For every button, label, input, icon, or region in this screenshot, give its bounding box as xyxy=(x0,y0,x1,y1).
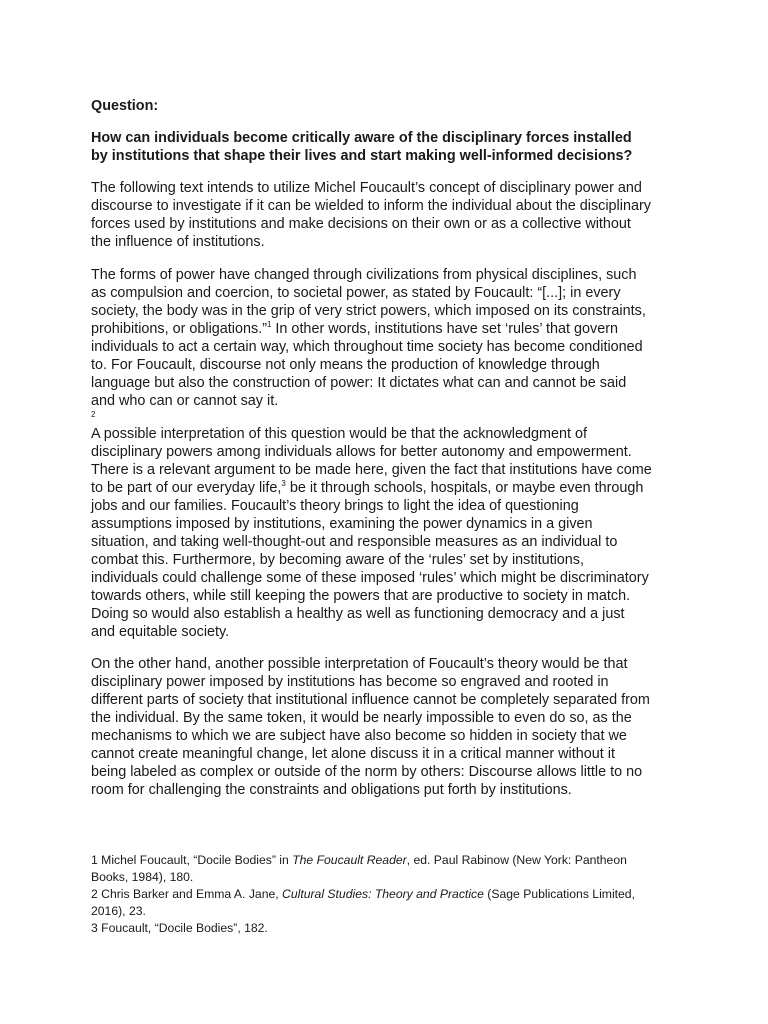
paragraph-forms-of-power xyxy=(91,266,691,428)
footnote-line xyxy=(91,852,691,869)
paragraph-line: and equitable society. xyxy=(91,624,230,640)
paragraph-line: to. For Foucault, discourse not only means the production of knowledge through xyxy=(91,357,600,373)
footnote-text: (Sage Publications Limited, xyxy=(483,887,635,901)
paragraph-line: A possible interpretation of this question would be that the acknowledgment of xyxy=(91,426,587,442)
paragraph-line: as compulsion and coercion, to societal power, as stated by Foucault: “[...]; in every xyxy=(91,285,621,301)
paragraph-line: society, the body was in the grip of very strict powers, which imposed on its constraints, xyxy=(91,303,646,319)
footnote-line: Books, 1984), 180. xyxy=(91,870,194,884)
paragraph-line: the influence of institutions. xyxy=(91,234,265,250)
paragraph-line: different parts of society that institutional influence cannot be completely separated from xyxy=(91,692,650,708)
footnote-1 xyxy=(91,852,691,886)
question-text xyxy=(91,129,691,165)
footnote-text: 2 Chris Barker and Emma A. Jane, xyxy=(91,887,283,901)
paragraph-fragment: to be part of our everyday life, xyxy=(91,480,282,496)
paragraph-line: The forms of power have changed through civilizations from physical disciplines, such xyxy=(91,267,637,283)
paragraph-line: individuals to act a certain way, which throughout time society has become conditioned xyxy=(91,339,643,355)
paragraph-line xyxy=(91,320,691,338)
footnote-text: 1 Michel Foucault, “Docile Bodies” in xyxy=(91,853,293,867)
footnote-title: The Foucault Reader xyxy=(292,853,407,867)
footnote-2 xyxy=(91,886,691,920)
footnote-text: , ed. Paul Rabinow (New York: Pantheon xyxy=(406,853,627,867)
paragraph-fragment: be it through schools, hospitals, or maybe even through xyxy=(285,480,644,496)
paragraph-line: situation, and taking well-thought-out and responsible measures as an individual to xyxy=(91,534,618,550)
paragraph-line: the individual. By the same token, it would be nearly impossible to even do so, as the xyxy=(91,710,632,726)
paragraph-line xyxy=(91,479,691,497)
question-line: How can individuals become critically aware of the disciplinary forces installed xyxy=(91,130,632,146)
paragraph-line: forces used by institutions and make decisions on their own or as a collective without xyxy=(91,216,631,232)
paragraph-interpretation-two xyxy=(91,655,691,799)
paragraph-line: and who can or cannot say it. xyxy=(91,393,279,409)
paragraph-line: disciplinary power imposed by institutions has become so engraved and rooted in xyxy=(91,674,609,690)
footnote-ref: 1 xyxy=(266,320,272,330)
paragraph-line: jobs and our families. Foucault’s theory brings to light the idea of questioning xyxy=(91,498,579,514)
question-heading: Question: xyxy=(91,98,159,114)
paragraph-line: individuals could challenge some of these imposed ‘rules’ which might be discriminatory xyxy=(91,570,649,586)
paragraph-line: The following text intends to utilize Michel Foucault’s concept of disciplinary power and xyxy=(91,180,642,196)
paragraph-line: Doing so would also establish a healthy as well as functioning democracy and a just xyxy=(91,606,625,622)
footnotes xyxy=(91,852,691,937)
paragraph-line: mechanisms to which we are subject have also become so hidden in society that we xyxy=(91,728,627,744)
paragraph-line: combat this. Furthermore, by becoming aware of the ‘rules’ set by institutions, xyxy=(91,552,584,568)
paragraph-line: On the other hand, another possible interpretation of Foucault’s theory would be that xyxy=(91,656,628,672)
paragraph-line: There is a relevant argument to be made here, given the fact that institutions have come xyxy=(91,462,652,478)
footnote-line: 3 Foucault, “Docile Bodies”, 182. xyxy=(91,921,268,935)
footnote-ref: 2 xyxy=(91,410,96,420)
paragraph-line: room for challenging the constraints and obligations put forth by institutions. xyxy=(91,782,572,798)
question-line: by institutions that shape their lives and start making well-informed decisions? xyxy=(91,148,633,164)
paragraph-line: assumptions imposed by institutions, examining the power dynamics in a given xyxy=(91,516,593,532)
footnote-3 xyxy=(91,920,691,937)
paragraph-line: being labeled as complex or outside of the norm by others: Discourse allows little to no xyxy=(91,764,643,780)
footnote-line xyxy=(91,886,691,903)
paragraph-line: language but also the construction of power: It dictates what can and cannot be said xyxy=(91,375,627,391)
footnote-ref: 3 xyxy=(281,479,286,489)
paragraph-interpretation-one xyxy=(91,425,691,641)
footnote-line: 2016), 23. xyxy=(91,904,146,918)
paragraph-line: discourse to investigate if it can be wielded to inform the individual about the disciplinary xyxy=(91,198,651,214)
paragraph-line: cannot create meaningful change, let alone discuss it in a critical manner without it xyxy=(91,746,615,762)
paragraph-line: towards others, while still keeping the powers that are productive to society in match. xyxy=(91,588,631,604)
paragraph-fragment: prohibitions, or obligations.” xyxy=(91,321,267,337)
paragraph-intro xyxy=(91,179,691,251)
paragraph-fragment: In other words, institutions have set ‘rules’ that govern xyxy=(271,321,619,337)
paragraph-line: disciplinary powers among individuals allows for better autonomy and empowerment. xyxy=(91,444,632,460)
footnote-title: Cultural Studies: Theory and Practice xyxy=(282,887,484,901)
